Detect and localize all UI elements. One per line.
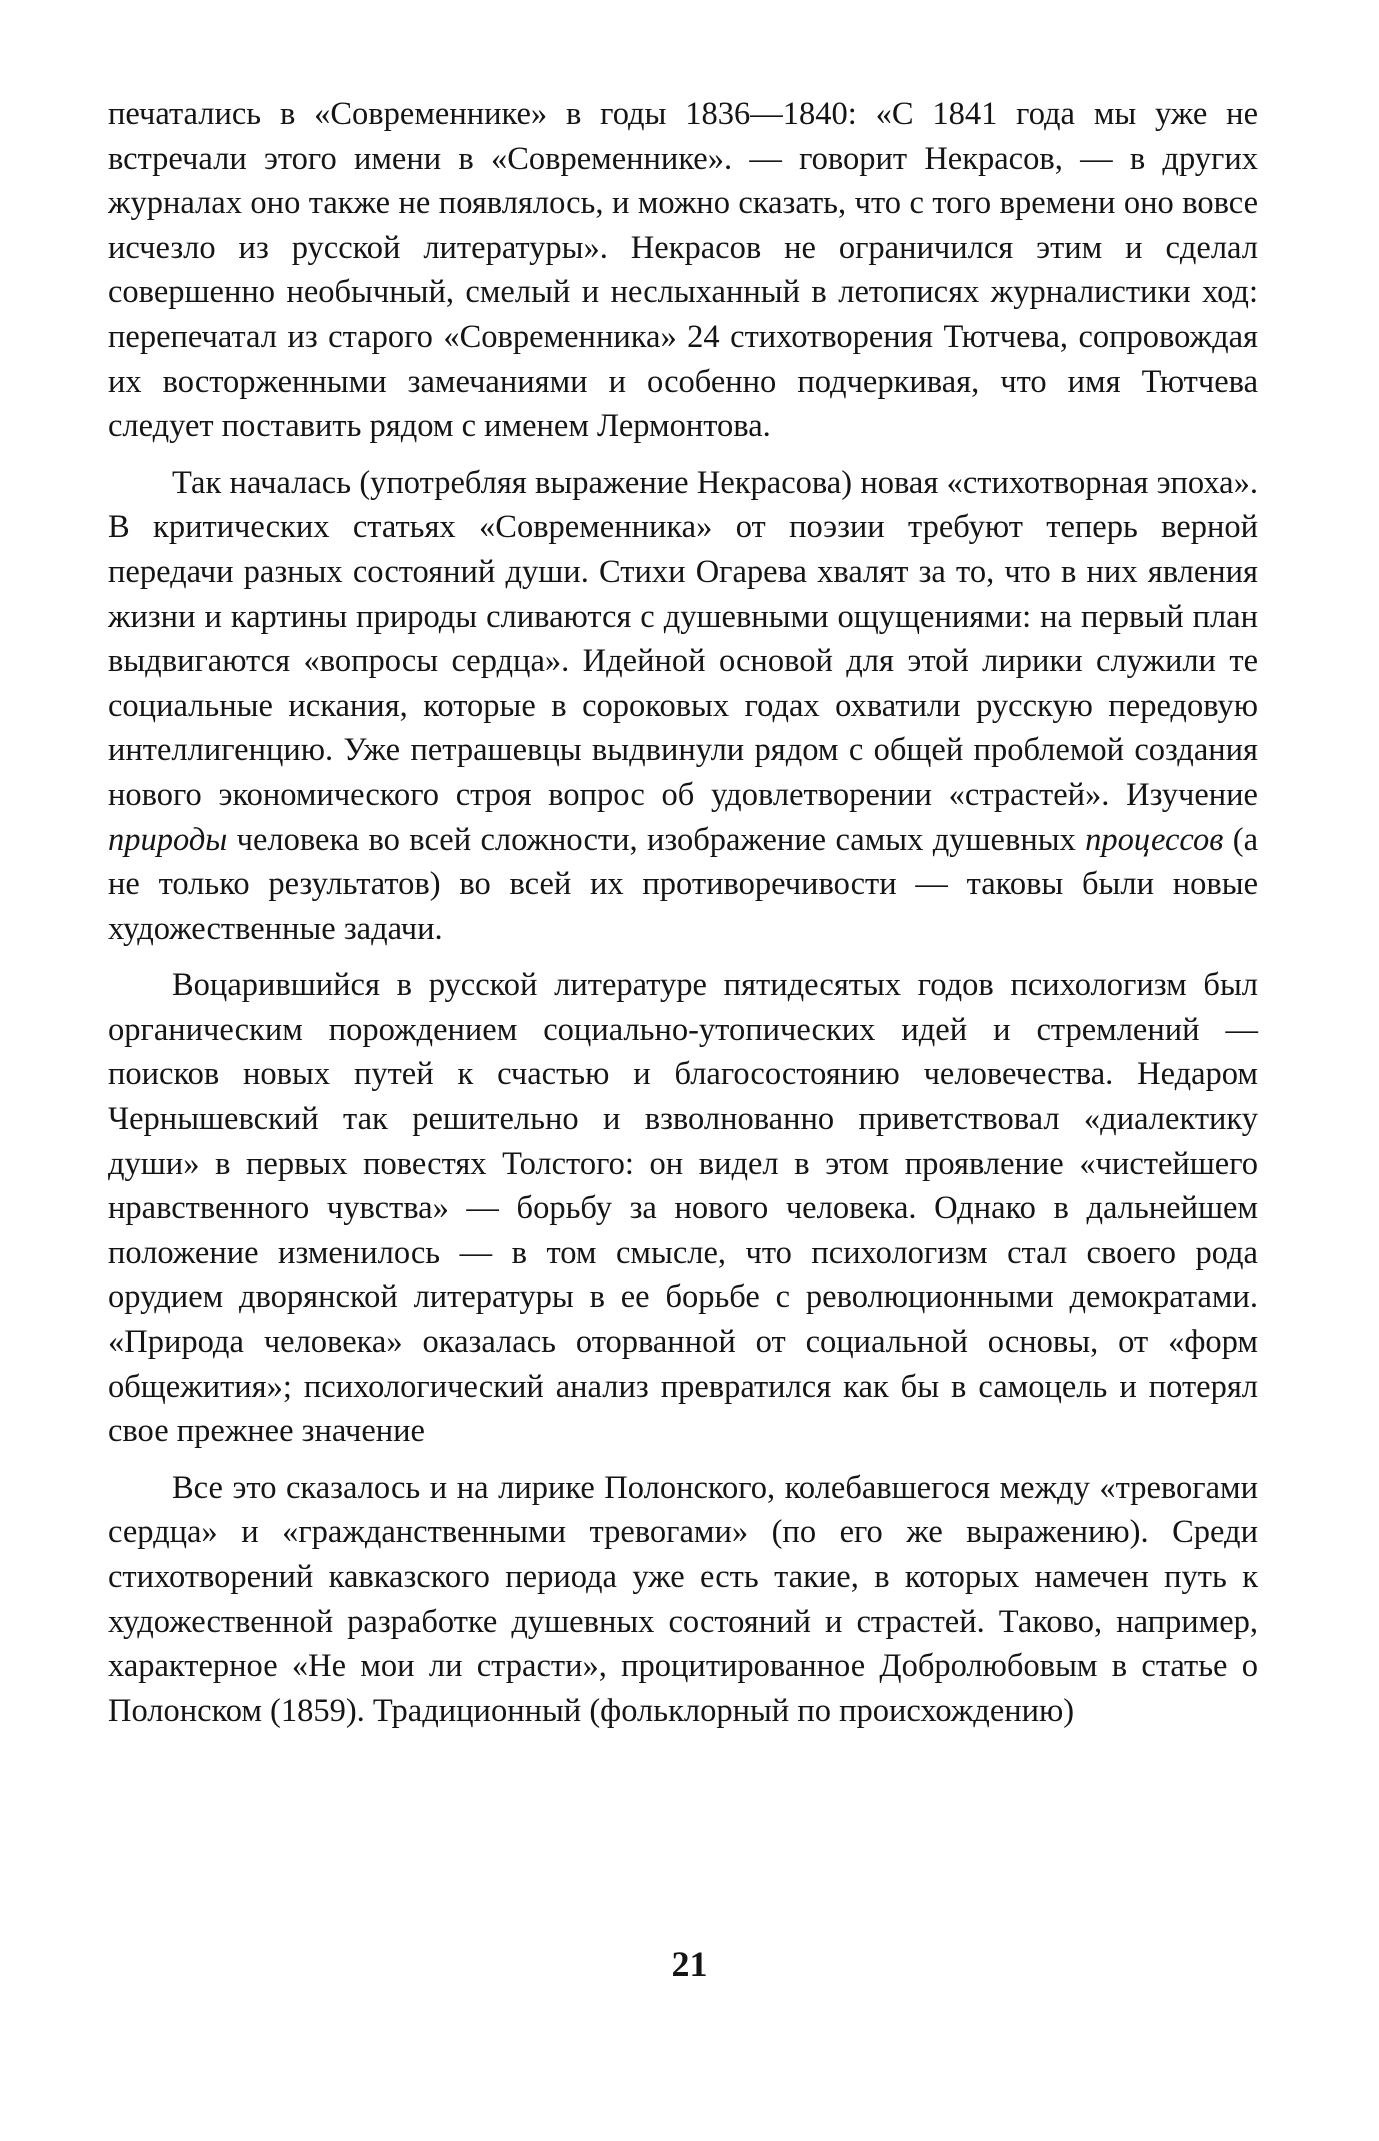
emphasis-prirody: природы (108, 821, 228, 858)
paragraph-3 (108, 963, 1258, 1454)
paragraph-2 (108, 461, 1258, 952)
page-body (108, 92, 1258, 1745)
paragraph-1 (108, 92, 1258, 449)
paragraph-4 (108, 1466, 1258, 1734)
paragraph-3-text: Воцарившийся в русской литературе пятидесятых годов психологизм был органическим порождением социально-утопических идей и стремлений — поисков новых путей к счастью и благосостоянию человечества. Недаром Чернышевский так решительно и взволнованно приветствовал «диалектику души» в первых повестях Толстого: он видел в этом проявление «чистейшего нравственного чувства» — борьбу за нового человека. Однако в дальнейшем положение изменилось — в том смысле, что психологизм стал своего рода орудием дворянской литературы в ее борьбе с революционными демократами. «Природа человека» оказалась оторванной от социальной основы, от «форм общежития»; психологический анализ превратился как бы в самоцель и потерял свое прежнее значение (108, 967, 1258, 1450)
paragraph-4-text: Все это сказалось и на лирике Полонского, колебавшегося между «тревогами сердца» и «гражданственными тревогами» (по его же выражению). Среди стихотворений кавказского периода уже есть такие, в которых намечен путь к художественной разработке душевных состояний и страстей. Таково, например, характерное «Не мои ли страсти», процитированное Добролюбовым в статье о Полонском (1859). Традиционный (фольклорный по происхождению) (108, 1469, 1258, 1729)
paragraph-1-text: печатались в «Современнике» в годы 1836—1840: «С 1841 года мы уже не встречали этого имени в «Современнике». — говорит Некрасов, — в других журналах оно также не появлялось, и можно сказать, что с того времени оно вовсе исчезло из русской литературы». Некрасов не ограничился этим и сделал совершенно необычный, смелый и неслыханный в летописях журналистики ход: перепечатал из старого «Современника» 24 стихотворения Тютчева, сопровождая их восторженными замечаниями и особенно подчеркивая, что имя Тютчева следует поставить рядом с именем Лермонтова. (108, 96, 1258, 445)
emphasis-protsessov: процессов (1085, 821, 1224, 858)
paragraph-2-text: Так началась (употребляя выражение Некрасова) новая «стихотворная эпоха». В критических статьях «Современника» от поэзии требуют теперь верной передачи разных состояний души. Стихи Огарева хвалят за то, что в них явления жизни и картины природы сливаются с душевными ощущениями: на первый план выдвигаются «вопросы сердца». Идейной основой для этой лирики служили те социальные искания, которые в сороковых годах охватили русскую передовую интеллигенцию. Уже петрашевцы выдвинули рядом с общей проблемой создания нового экономического строя вопрос об удовлетворении «страстей». Изучение (108, 464, 1258, 813)
page-number: 21 (671, 1944, 708, 1984)
paragraph-2-text-c: (а не только результатов) во всей их противоречивости — таковы были новые художественные задачи. (108, 821, 1259, 947)
paragraph-2-text-b: человека во всей сложности, изображение самых душевных (227, 821, 1086, 858)
